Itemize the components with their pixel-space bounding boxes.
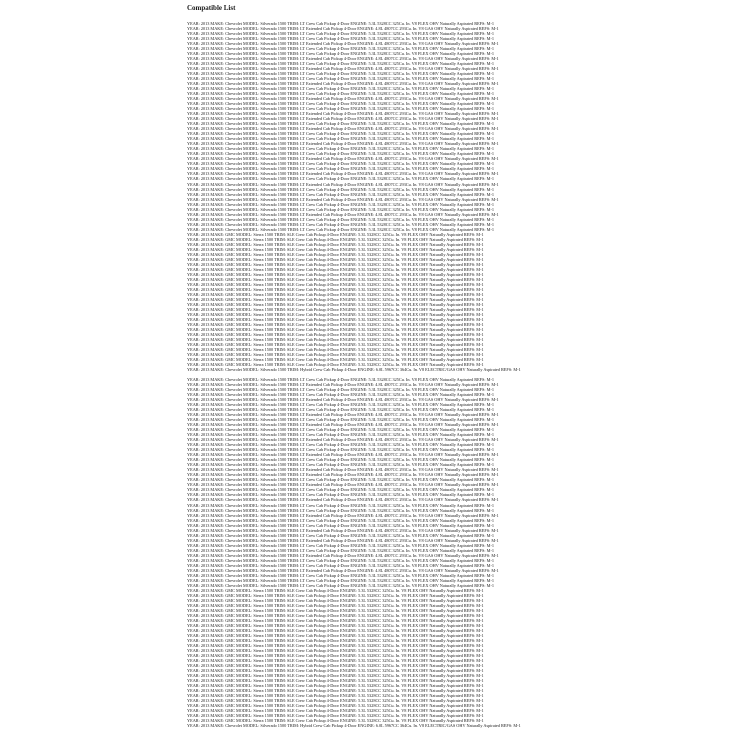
list-item: YEAR: 2013 MAKE: Chevrolet MODEL: Silverado 1500 TRIM: LT Extended Cab Pickup 4-Door ENGINE: 4.8L 4807CC 293Cu. In. V8 GAS OHV Naturally Aspirated REFS: M-1 [187,527,499,533]
list-item: YEAR: 2013 MAKE: GMC MODEL: Sierra 1500 TRIM: SLE Crew Cab Pickup 4-Door ENGINE: 5.3L 5328CC 325Cu. In. V8 FLEX OHV Naturally Aspirated REFS: M-1 [187,617,484,623]
list-item: YEAR: 2013 MAKE: GMC MODEL: Sierra 1500 TRIM: SLE Crew Cab Pickup 4-Door ENGINE: 5.3L 5328CC 325Cu. In. V8 FLEX OHV Naturally Aspirated REFS: M-1 [187,612,484,618]
list-item: YEAR: 2013 MAKE: Chevrolet MODEL: Silverado 1500 TRIM: LT Extended Cab Pickup 4-Door ENGINE: 4.8L 4807CC 293Cu. In. V8 GAS OHV Naturally Aspirated REFS: M-1 [187,26,499,32]
list-item: YEAR: 2013 MAKE: Chevrolet MODEL: Silverado 1500 TRIM: LT Crew Cab Pickup 4-Door ENGINE: 5.3L 5328CC 325Cu. In. V8 FLEX OHV Naturally Aspirated REFS: M-1 [187,46,494,52]
list-item: YEAR: 2013 MAKE: Chevrolet MODEL: Silverado 1500 TRIM: LT Crew Cab Pickup 4-Door ENGINE: 5.3L 5328CC 325Cu. In. V8 FLEX OHV Naturally Aspirated REFS: M-1 [187,76,494,82]
list-item: YEAR: 2013 MAKE: Chevrolet MODEL: Silverado 1500 TRIM: LT Crew Cab Pickup 4-Door ENGINE: 5.3L 5328CC 325Cu. In. V8 FLEX OHV Naturally Aspirated REFS: M-1 [187,21,494,26]
list-item: YEAR: 2013 MAKE: Chevrolet MODEL: Silverado 1500 TRIM: LT Extended Cab Pickup 4-Door ENGINE: 4.8L 4807CC 293Cu. In. V8 GAS OHV Naturally Aspirated REFS: M-1 [187,452,499,458]
list-item: YEAR: 2013 MAKE: Chevrolet MODEL: Silverado 1500 TRIM: LT Extended Cab Pickup 4-Door ENGINE: 4.8L 4807CC 293Cu. In. V8 GAS OHV Naturally Aspirated REFS: M-1 [187,422,499,428]
list-item: YEAR: 2013 MAKE: GMC MODEL: Sierra 1500 TRIM: SLE Crew Cab Pickup 4-Door ENGINE: 5.3L 5328CC 325Cu. In. V8 FLEX OHV Naturally Aspirated REFS: M-1 [187,622,484,628]
list-item: YEAR: 2013 MAKE: Chevrolet MODEL: Silverado 1500 TRIM: LT Crew Cab Pickup 4-Door ENGINE: 5.3L 5328CC 325Cu. In. V8 FLEX OHV Naturally Aspirated REFS: M-1 [187,136,494,142]
list-item: YEAR: 2013 MAKE: Chevrolet MODEL: Silverado 1500 TRIM: LT Crew Cab Pickup 4-Door ENGINE: 5.3L 5328CC 325Cu. In. V8 FLEX OHV Naturally Aspirated REFS: M-1 [187,532,494,538]
list-item: YEAR: 2013 MAKE: Chevrolet MODEL: Silverado 1500 TRIM: LT Extended Cab Pickup 4-Door ENGINE: 4.8L 4807CC 293Cu. In. V8 GAS OHV Naturally Aspirated REFS: M-1 [187,116,499,122]
list-item: YEAR: 2013 MAKE: Chevrolet MODEL: Silverado 1500 TRIM: LT Crew Cab Pickup 4-Door ENGINE: 5.3L 5328CC 325Cu. In. V8 FLEX OHV Naturally Aspirated REFS: M-1 [187,487,494,493]
list-item: YEAR: 2013 MAKE: Chevrolet MODEL: Silverado 1500 TRIM: LT Extended Cab Pickup 4-Door ENGINE: 4.8L 4807CC 293Cu. In. V8 GAS OHV Naturally Aspirated REFS: M-1 [187,41,499,47]
list-item: YEAR: 2013 MAKE: GMC MODEL: Sierra 1500 TRIM: SLE Crew Cab Pickup 4-Door ENGINE: 5.3L 5328CC 325Cu. In. V8 FLEX OHV Naturally Aspirated REFS: M-1 [187,632,484,638]
list-item: YEAR: 2013 MAKE: Chevrolet MODEL: Silverado 1500 TRIM: LT Extended Cab Pickup 4-Door ENGINE: 4.8L 4807CC 293Cu. In. V8 GAS OHV Naturally Aspirated REFS: M-1 [187,552,499,558]
list-item: YEAR: 2013 MAKE: GMC MODEL: Sierra 1500 TRIM: SLE Crew Cab Pickup 4-Door ENGINE: 5.3L 5328CC 325Cu. In. V8 FLEX OHV Naturally Aspirated REFS: M-1 [187,271,484,277]
list-item: YEAR: 2013 MAKE: Chevrolet MODEL: Silverado 1500 TRIM: Hybrid Crew Cab Pickup 4-Door ENGINE: 6.0L 5967CC 364Cu. In. V8 ELECTRIC/GAS OHV Naturally Aspirated REFS: M-1 [187,367,521,373]
list-item: YEAR: 2013 MAKE: GMC MODEL: Sierra 1500 TRIM: SLE Crew Cab Pickup 4-Door ENGINE: 5.3L 5328CC 325Cu. In. V8 FLEX OHV Naturally Aspirated REFS: M-1 [187,683,484,689]
list-item: YEAR: 2013 MAKE: GMC MODEL: Sierra 1500 TRIM: SLE Crew Cab Pickup 4-Door ENGINE: 5.3L 5328CC 325Cu. In. V8 FLEX OHV Naturally Aspirated REFS: M-1 [187,331,484,337]
list-item: YEAR: 2013 MAKE: Chevrolet MODEL: Silverado 1500 TRIM: LT Crew Cab Pickup 4-Door ENGINE: 5.3L 5328CC 325Cu. In. V8 FLEX OHV Naturally Aspirated REFS: M-1 [187,31,494,37]
list-item: YEAR: 2013 MAKE: Chevrolet MODEL: Silverado 1500 TRIM: LT Extended Cab Pickup 4-Door ENGINE: 4.8L 4807CC 293Cu. In. V8 GAS OHV Naturally Aspirated REFS: M-1 [187,397,499,403]
list-item: YEAR: 2013 MAKE: Chevrolet MODEL: Silverado 1500 TRIM: LT Crew Cab Pickup 4-Door ENGINE: 5.3L 5328CC 325Cu. In. V8 FLEX OHV Naturally Aspirated REFS: M-1 [187,166,494,172]
list-item: YEAR: 2013 MAKE: Chevrolet MODEL: Silverado 1500 TRIM: LT Crew Cab Pickup 4-Door ENGINE: 5.3L 5328CC 325Cu. In. V8 FLEX OHV Naturally Aspirated REFS: M-1 [187,392,494,398]
list-item: YEAR: 2013 MAKE: Chevrolet MODEL: Silverado 1500 TRIM: LT Extended Cab Pickup 4-Door ENGINE: 4.8L 4807CC 293Cu. In. V8 GAS OHV Naturally Aspirated REFS: M-1 [187,171,499,177]
list-item: YEAR: 2013 MAKE: Chevrolet MODEL: Silverado 1500 TRIM: LT Extended Cab Pickup 4-Door ENGINE: 4.8L 4807CC 293Cu. In. V8 GAS OHV Naturally Aspirated REFS: M-1 [187,111,499,117]
list-item: YEAR: 2013 MAKE: GMC MODEL: Sierra 1500 TRIM: SLE Crew Cab Pickup 4-Door ENGINE: 5.3L 5328CC 325Cu. In. V8 FLEX OHV Naturally Aspirated REFS: M-1 [187,266,484,272]
list-item: YEAR: 2013 MAKE: Chevrolet MODEL: Silverado 1500 TRIM: LT Extended Cab Pickup 4-Door ENGINE: 4.8L 4807CC 293Cu. In. V8 GAS OHV Naturally Aspirated REFS: M-1 [187,56,499,62]
list-item: YEAR: 2013 MAKE: Chevrolet MODEL: Silverado 1500 TRIM: LT Crew Cab Pickup 4-Door ENGINE: 5.3L 5328CC 325Cu. In. V8 FLEX OHV Naturally Aspirated REFS: M-1 [187,522,494,528]
list-item: YEAR: 2013 MAKE: Chevrolet MODEL: Silverado 1500 TRIM: LT Extended Cab Pickup 4-Door ENGINE: 4.8L 4807CC 293Cu. In. V8 GAS OHV Naturally Aspirated REFS: M-1 [187,81,499,87]
list-item: YEAR: 2013 MAKE: Chevrolet MODEL: Silverado 1500 TRIM: LT Crew Cab Pickup 4-Door ENGINE: 5.3L 5328CC 325Cu. In. V8 FLEX OHV Naturally Aspirated REFS: M-1 [187,151,494,157]
list-item: YEAR: 2013 MAKE: GMC MODEL: Sierra 1500 TRIM: SLE Crew Cab Pickup 4-Door ENGINE: 5.3L 5328CC 325Cu. In. V8 FLEX OHV Naturally Aspirated REFS: M-1 [187,642,484,648]
list-item: YEAR: 2013 MAKE: GMC MODEL: Sierra 1500 TRIM: SLE Crew Cab Pickup 4-Door ENGINE: 5.3L 5328CC 325Cu. In. V8 FLEX OHV Naturally Aspirated REFS: M-1 [187,647,484,653]
list-item: YEAR: 2013 MAKE: GMC MODEL: Sierra 1500 TRIM: SLE Crew Cab Pickup 4-Door ENGINE: 5.3L 5328CC 325Cu. In. V8 FLEX OHV Naturally Aspirated REFS: M-1 [187,291,484,297]
list-item: YEAR: 2013 MAKE: Chevrolet MODEL: Silverado 1500 TRIM: LT Crew Cab Pickup 4-Door ENGINE: 5.3L 5328CC 325Cu. In. V8 FLEX OHV Naturally Aspirated REFS: M-1 [187,477,494,483]
list-item: YEAR: 2013 MAKE: Chevrolet MODEL: Silverado 1500 TRIM: LT Crew Cab Pickup 4-Door ENGINE: 5.3L 5328CC 325Cu. In. V8 FLEX OHV Naturally Aspirated REFS: M-1 [187,91,494,97]
list-item: YEAR: 2013 MAKE: Chevrolet MODEL: Silverado 1500 TRIM: LT Crew Cab Pickup 4-Door ENGINE: 5.3L 5328CC 325Cu. In. V8 FLEX OHV Naturally Aspirated REFS: M-1 [187,407,494,413]
list-item: YEAR: 2013 MAKE: Chevrolet MODEL: Silverado 1500 TRIM: LT Crew Cab Pickup 4-Door ENGINE: 5.3L 5328CC 325Cu. In. V8 FLEX OHV Naturally Aspirated REFS: M-1 [187,51,494,57]
list-item: YEAR: 2013 MAKE: Chevrolet MODEL: Silverado 1500 TRIM: LT Crew Cab Pickup 4-Door ENGINE: 5.3L 5328CC 325Cu. In. V8 FLEX OHV Naturally Aspirated REFS: M-1 [187,447,494,453]
list-item: YEAR: 2013 MAKE: Chevrolet MODEL: Silverado 1500 TRIM: LT Extended Cab Pickup 4-Door ENGINE: 4.8L 4807CC 293Cu. In. V8 GAS OHV Naturally Aspirated REFS: M-1 [187,211,499,217]
list-item: YEAR: 2013 MAKE: Chevrolet MODEL: Silverado 1500 TRIM: LT Crew Cab Pickup 4-Door ENGINE: 5.3L 5328CC 325Cu. In. V8 FLEX OHV Naturally Aspirated REFS: M-1 [187,176,494,182]
list-item: YEAR: 2013 MAKE: GMC MODEL: Sierra 1500 TRIM: SLE Crew Cab Pickup 4-Door ENGINE: 5.3L 5328CC 325Cu. In. V8 FLEX OHV Naturally Aspirated REFS: M-1 [187,301,484,307]
list-item: YEAR: 2013 MAKE: Chevrolet MODEL: Silverado 1500 TRIM: LT Crew Cab Pickup 4-Door ENGINE: 5.3L 5328CC 325Cu. In. V8 FLEX OHV Naturally Aspirated REFS: M-1 [187,226,494,232]
list-item: YEAR: 2013 MAKE: GMC MODEL: Sierra 1500 TRIM: SLE Crew Cab Pickup 4-Door ENGINE: 5.3L 5328CC 325Cu. In. V8 FLEX OHV Naturally Aspirated REFS: M-1 [187,637,484,643]
list-item: YEAR: 2013 MAKE: GMC MODEL: Sierra 1500 TRIM: SLE Crew Cab Pickup 4-Door ENGINE: 5.3L 5328CC 325Cu. In. V8 FLEX OHV Naturally Aspirated REFS: M-1 [187,296,484,302]
list-item: YEAR: 2013 MAKE: GMC MODEL: Sierra 1500 TRIM: SLE Crew Cab Pickup 4-Door ENGINE: 5.3L 5328CC 325Cu. In. V8 FLEX OHV Naturally Aspirated REFS: M-1 [187,286,484,292]
list-item: YEAR: 2013 MAKE: Chevrolet MODEL: Silverado 1500 TRIM: LT Crew Cab Pickup 4-Door ENGINE: 5.3L 5328CC 325Cu. In. V8 FLEX OHV Naturally Aspirated REFS: M-1 [187,572,494,578]
list-item: YEAR: 2013 MAKE: GMC MODEL: Sierra 1500 TRIM: SLE Crew Cab Pickup 4-Door ENGINE: 5.3L 5328CC 325Cu. In. V8 FLEX OHV Naturally Aspirated REFS: M-1 [187,708,484,714]
list-item: YEAR: 2013 MAKE: GMC MODEL: Sierra 1500 TRIM: SLE Crew Cab Pickup 4-Door ENGINE: 5.3L 5328CC 325Cu. In. V8 FLEX OHV Naturally Aspirated REFS: M-1 [187,713,484,719]
page-title: Compatible List [187,4,236,12]
list-item: YEAR: 2013 MAKE: Chevrolet MODEL: Silverado 1500 TRIM: LT Extended Cab Pickup 4-Door ENGINE: 4.8L 4807CC 293Cu. In. V8 GAS OHV Naturally Aspirated REFS: M-1 [187,141,499,147]
list-item: YEAR: 2013 MAKE: Chevrolet MODEL: Silverado 1500 TRIM: LT Extended Cab Pickup 4-Door ENGINE: 4.8L 4807CC 293Cu. In. V8 GAS OHV Naturally Aspirated REFS: M-1 [187,382,499,388]
list-item: YEAR: 2013 MAKE: Chevrolet MODEL: Silverado 1500 TRIM: LT Crew Cab Pickup 4-Door ENGINE: 5.3L 5328CC 325Cu. In. V8 FLEX OHV Naturally Aspirated REFS: M-1 [187,442,494,448]
list-item: YEAR: 2013 MAKE: Chevrolet MODEL: Silverado 1500 TRIM: LT Crew Cab Pickup 4-Door ENGINE: 5.3L 5328CC 325Cu. In. V8 FLEX OHV Naturally Aspirated REFS: M-1 [187,161,494,167]
list-item: YEAR: 2013 MAKE: Chevrolet MODEL: Silverado 1500 TRIM: LT Crew Cab Pickup 4-Door ENGINE: 5.3L 5328CC 325Cu. In. V8 FLEX OHV Naturally Aspirated REFS: M-1 [187,216,494,222]
list-item: YEAR: 2013 MAKE: Chevrolet MODEL: Silverado 1500 TRIM: LT Crew Cab Pickup 4-Door ENGINE: 5.3L 5328CC 325Cu. In. V8 FLEX OHV Naturally Aspirated REFS: M-1 [187,387,494,393]
list-item: YEAR: 2013 MAKE: Chevrolet MODEL: Silverado 1500 TRIM: LT Extended Cab Pickup 4-Door ENGINE: 4.8L 4807CC 293Cu. In. V8 GAS OHV Naturally Aspirated REFS: M-1 [187,156,499,162]
list-item: YEAR: 2013 MAKE: GMC MODEL: Sierra 1500 TRIM: SLE Crew Cab Pickup 4-Door ENGINE: 5.3L 5328CC 325Cu. In. V8 FLEX OHV Naturally Aspirated REFS: M-1 [187,321,484,327]
list-item: YEAR: 2013 MAKE: GMC MODEL: Sierra 1500 TRIM: SLE Crew Cab Pickup 4-Door ENGINE: 5.3L 5328CC 325Cu. In. V8 FLEX OHV Naturally Aspirated REFS: M-1 [187,246,484,252]
list-item: YEAR: 2013 MAKE: Chevrolet MODEL: Silverado 1500 TRIM: LT Extended Cab Pickup 4-Door ENGINE: 4.8L 4807CC 293Cu. In. V8 GAS OHV Naturally Aspirated REFS: M-1 [187,482,499,488]
list-item: YEAR: 2013 MAKE: GMC MODEL: Sierra 1500 TRIM: SLE Crew Cab Pickup 4-Door ENGINE: 5.3L 5328CC 325Cu. In. V8 FLEX OHV Naturally Aspirated REFS: M-1 [187,326,484,332]
list-item: YEAR: 2013 MAKE: GMC MODEL: Sierra 1500 TRIM: SLE Crew Cab Pickup 4-Door ENGINE: 5.3L 5328CC 325Cu. In. V8 FLEX OHV Naturally Aspirated REFS: M-1 [187,236,484,242]
list-item: YEAR: 2013 MAKE: GMC MODEL: Sierra 1500 TRIM: SLE Crew Cab Pickup 4-Door ENGINE: 5.3L 5328CC 325Cu. In. V8 FLEX OHV Naturally Aspirated REFS: M-1 [187,231,484,237]
list-item: YEAR: 2013 MAKE: Chevrolet MODEL: Silverado 1500 TRIM: LT Extended Cab Pickup 4-Door ENGINE: 4.8L 4807CC 293Cu. In. V8 GAS OHV Naturally Aspirated REFS: M-1 [187,437,499,443]
list-item: YEAR: 2013 MAKE: Chevrolet MODEL: Silverado 1500 TRIM: LT Crew Cab Pickup 4-Door ENGINE: 5.3L 5328CC 325Cu. In. V8 FLEX OHV Naturally Aspirated REFS: M-1 [187,206,494,212]
list-item: YEAR: 2013 MAKE: Chevrolet MODEL: Silverado 1500 TRIM: LT Extended Cab Pickup 4-Door ENGINE: 4.8L 4807CC 293Cu. In. V8 GAS OHV Naturally Aspirated REFS: M-1 [187,412,499,418]
list-item: YEAR: 2013 MAKE: GMC MODEL: Sierra 1500 TRIM: SLE Crew Cab Pickup 4-Door ENGINE: 5.3L 5328CC 325Cu. In. V8 FLEX OHV Naturally Aspirated REFS: M-1 [187,256,484,262]
list-item: YEAR: 2013 MAKE: Chevrolet MODEL: Silverado 1500 TRIM: LT Extended Cab Pickup 4-Door ENGINE: 4.8L 4807CC 293Cu. In. V8 GAS OHV Naturally Aspirated REFS: M-1 [187,66,499,72]
list-item: YEAR: 2013 MAKE: GMC MODEL: Sierra 1500 TRIM: SLE Crew Cab Pickup 4-Door ENGINE: 5.3L 5328CC 325Cu. In. V8 FLEX OHV Naturally Aspirated REFS: M-1 [187,342,484,347]
list-item: YEAR: 2013 MAKE: GMC MODEL: Sierra 1500 TRIM: SLE Crew Cab Pickup 4-Door ENGINE: 5.3L 5328CC 325Cu. In. V8 FLEX OHV Naturally Aspirated REFS: M-1 [187,336,484,342]
list-item: YEAR: 2013 MAKE: Chevrolet MODEL: Silverado 1500 TRIM: LT Crew Cab Pickup 4-Door ENGINE: 5.3L 5328CC 325Cu. In. V8 FLEX OHV Naturally Aspirated REFS: M-1 [187,106,494,112]
list-item: YEAR: 2013 MAKE: Chevrolet MODEL: Silverado 1500 TRIM: LT Extended Cab Pickup 4-Door ENGINE: 4.8L 4807CC 293Cu. In. V8 GAS OHV Naturally Aspirated REFS: M-1 [187,96,499,102]
list-item: YEAR: 2013 MAKE: GMC MODEL: Sierra 1500 TRIM: SLE Crew Cab Pickup 4-Door ENGINE: 5.3L 5328CC 325Cu. In. V8 FLEX OHV Naturally Aspirated REFS: M-1 [187,627,484,633]
list-item: YEAR: 2013 MAKE: Chevrolet MODEL: Silverado 1500 TRIM: LT Crew Cab Pickup 4-Door ENGINE: 5.3L 5328CC 325Cu. In. V8 FLEX OHV Naturally Aspirated REFS: M-1 [187,432,494,438]
list-item: YEAR: 2013 MAKE: Chevrolet MODEL: Silverado 1500 TRIM: LT Crew Cab Pickup 4-Door ENGINE: 5.3L 5328CC 325Cu. In. V8 FLEX OHV Naturally Aspirated REFS: M-1 [187,557,494,563]
list-item: YEAR: 2013 MAKE: Chevrolet MODEL: Silverado 1500 TRIM: LT Crew Cab Pickup 4-Door ENGINE: 5.3L 5328CC 325Cu. In. V8 FLEX OHV Naturally Aspirated REFS: M-1 [187,131,494,137]
list-item: YEAR: 2013 MAKE: GMC MODEL: Sierra 1500 TRIM: SLE Crew Cab Pickup 4-Door ENGINE: 5.3L 5328CC 325Cu. In. V8 FLEX OHV Naturally Aspirated REFS: M-1 [187,688,484,694]
list-item: YEAR: 2013 MAKE: Chevrolet MODEL: Silverado 1500 TRIM: LT Crew Cab Pickup 4-Door ENGINE: 5.3L 5328CC 325Cu. In. V8 FLEX OHV Naturally Aspirated REFS: M-1 [187,582,494,588]
list-item: YEAR: 2013 MAKE: GMC MODEL: Sierra 1500 TRIM: SLE Crew Cab Pickup 4-Door ENGINE: 5.3L 5328CC 325Cu. In. V8 FLEX OHV Naturally Aspirated REFS: M-1 [187,698,484,704]
list-item: YEAR: 2013 MAKE: Chevrolet MODEL: Silverado 1500 TRIM: LT Crew Cab Pickup 4-Door ENGINE: 5.3L 5328CC 325Cu. In. V8 FLEX OHV Naturally Aspirated REFS: M-1 [187,427,494,433]
list-item: YEAR: 2013 MAKE: GMC MODEL: Sierra 1500 TRIM: SLE Crew Cab Pickup 4-Door ENGINE: 5.3L 5328CC 325Cu. In. V8 FLEX OHV Naturally Aspirated REFS: M-1 [187,673,484,679]
list-item: YEAR: 2013 MAKE: Chevrolet MODEL: Silverado 1500 TRIM: LT Extended Cab Pickup 4-Door ENGINE: 4.8L 4807CC 293Cu. In. V8 GAS OHV Naturally Aspirated REFS: M-1 [187,512,499,518]
list-item: YEAR: 2013 MAKE: GMC MODEL: Sierra 1500 TRIM: SLE Crew Cab Pickup 4-Door ENGINE: 5.3L 5328CC 325Cu. In. V8 FLEX OHV Naturally Aspirated REFS: M-1 [187,592,484,598]
list-item: YEAR: 2013 MAKE: Chevrolet MODEL: Silverado 1500 TRIM: LT Crew Cab Pickup 4-Door ENGINE: 5.3L 5328CC 325Cu. In. V8 FLEX OHV Naturally Aspirated REFS: M-1 [187,201,494,207]
list-item: YEAR: 2013 MAKE: GMC MODEL: Sierra 1500 TRIM: SLE Crew Cab Pickup 4-Door ENGINE: 5.3L 5328CC 325Cu. In. V8 FLEX OHV Naturally Aspirated REFS: M-1 [187,703,484,709]
list-item: YEAR: 2013 MAKE: Chevrolet MODEL: Silverado 1500 TRIM: LT Extended Cab Pickup 4-Door ENGINE: 4.8L 4807CC 293Cu. In. V8 GAS OHV Naturally Aspirated REFS: M-1 [187,126,499,132]
list-item: YEAR: 2013 MAKE: Chevrolet MODEL: Silverado 1500 TRIM: LT Crew Cab Pickup 4-Door ENGINE: 5.3L 5328CC 325Cu. In. V8 FLEX OHV Naturally Aspirated REFS: M-1 [187,507,494,513]
list-item: YEAR: 2013 MAKE: GMC MODEL: Sierra 1500 TRIM: SLE Crew Cab Pickup 4-Door ENGINE: 5.3L 5328CC 325Cu. In. V8 FLEX OHV Naturally Aspirated REFS: M-1 [187,276,484,282]
list-item: YEAR: 2013 MAKE: GMC MODEL: Sierra 1500 TRIM: SLE Crew Cab Pickup 4-Door ENGINE: 5.3L 5328CC 325Cu. In. V8 FLEX OHV Naturally Aspirated REFS: M-1 [187,251,484,257]
list-item: YEAR: 2013 MAKE: GMC MODEL: Sierra 1500 TRIM: SLE Crew Cab Pickup 4-Door ENGINE: 5.3L 5328CC 325Cu. In. V8 FLEX OHV Naturally Aspirated REFS: M-1 [187,607,484,613]
list-item: YEAR: 2013 MAKE: GMC MODEL: Sierra 1500 TRIM: SLE Crew Cab Pickup 4-Door ENGINE: 5.3L 5328CC 325Cu. In. V8 FLEX OHV Naturally Aspirated REFS: M-1 [187,597,484,603]
list-item: YEAR: 2013 MAKE: Chevrolet MODEL: Silverado 1500 TRIM: LT Extended Cab Pickup 4-Door ENGINE: 4.8L 4807CC 293Cu. In. V8 GAS OHV Naturally Aspirated REFS: M-1 [187,181,499,187]
list-item: YEAR: 2013 MAKE: GMC MODEL: Sierra 1500 TRIM: SLE Crew Cab Pickup 4-Door ENGINE: 5.3L 5328CC 325Cu. In. V8 FLEX OHV Naturally Aspirated REFS: M-1 [187,281,484,287]
list-item: YEAR: 2013 MAKE: GMC MODEL: Sierra 1500 TRIM: SLE Crew Cab Pickup 4-Door ENGINE: 5.3L 5328CC 325Cu. In. V8 FLEX OHV Naturally Aspirated REFS: M-1 [187,311,484,317]
list-item: YEAR: 2013 MAKE: GMC MODEL: Sierra 1500 TRIM: SLE Crew Cab Pickup 4-Door ENGINE: 5.3L 5328CC 325Cu. In. V8 FLEX OHV Naturally Aspirated REFS: M-1 [187,362,484,368]
list-item: YEAR: 2013 MAKE: Chevrolet MODEL: Silverado 1500 TRIM: LT Crew Cab Pickup 4-Door ENGINE: 5.3L 5328CC 325Cu. In. V8 FLEX OHV Naturally Aspirated REFS: M-1 [187,517,494,523]
list-item: YEAR: 2013 MAKE: Chevrolet MODEL: Silverado 1500 TRIM: LT Crew Cab Pickup 4-Door ENGINE: 5.3L 5328CC 325Cu. In. V8 FLEX OHV Naturally Aspirated REFS: M-1 [187,191,494,197]
list-item: YEAR: 2013 MAKE: Chevrolet MODEL: Silverado 1500 TRIM: LT Crew Cab Pickup 4-Door ENGINE: 5.3L 5328CC 325Cu. In. V8 FLEX OHV Naturally Aspirated REFS: M-1 [187,402,494,408]
list-item: YEAR: 2013 MAKE: Chevrolet MODEL: Silverado 1500 TRIM: LT Crew Cab Pickup 4-Door ENGINE: 5.3L 5328CC 325Cu. In. V8 FLEX OHV Naturally Aspirated REFS: M-1 [187,71,494,77]
list-item: YEAR: 2013 MAKE: GMC MODEL: Sierra 1500 TRIM: SLE Crew Cab Pickup 4-Door ENGINE: 5.3L 5328CC 325Cu. In. V8 FLEX OHV Naturally Aspirated REFS: M-1 [187,261,484,267]
list-item: YEAR: 2013 MAKE: Chevrolet MODEL: Silverado 1500 TRIM: LT Crew Cab Pickup 4-Door ENGINE: 5.3L 5328CC 325Cu. In. V8 FLEX OHV Naturally Aspirated REFS: M-1 [187,86,494,92]
list-item: YEAR: 2013 MAKE: GMC MODEL: Sierra 1500 TRIM: SLE Crew Cab Pickup 4-Door ENGINE: 5.3L 5328CC 325Cu. In. V8 FLEX OHV Naturally Aspirated REFS: M-1 [187,657,484,663]
list-item: YEAR: 2013 MAKE: Chevrolet MODEL: Silverado 1500 TRIM: LT Extended Cab Pickup 4-Door ENGINE: 4.8L 4807CC 293Cu. In. V8 GAS OHV Naturally Aspirated REFS: M-1 [187,497,499,503]
list-item: YEAR: 2013 MAKE: Chevrolet MODEL: Silverado 1500 TRIM: LT Crew Cab Pickup 4-Door ENGINE: 5.3L 5328CC 325Cu. In. V8 FLEX OHV Naturally Aspirated REFS: M-1 [187,417,494,423]
list-item: YEAR: 2013 MAKE: GMC MODEL: Sierra 1500 TRIM: SLE Crew Cab Pickup 4-Door ENGINE: 5.3L 5328CC 325Cu. In. V8 FLEX OHV Naturally Aspirated REFS: M-1 [187,347,484,353]
compatible-list [187,21,567,728]
list-item: YEAR: 2013 MAKE: Chevrolet MODEL: Silverado 1500 TRIM: LT Crew Cab Pickup 4-Door ENGINE: 5.3L 5328CC 325Cu. In. V8 FLEX OHV Naturally Aspirated REFS: M-1 [187,377,494,383]
list-item: YEAR: 2013 MAKE: Chevrolet MODEL: Silverado 1500 TRIM: LT Extended Cab Pickup 4-Door ENGINE: 4.8L 4807CC 293Cu. In. V8 GAS OHV Naturally Aspirated REFS: M-1 [187,567,499,573]
list-item: YEAR: 2013 MAKE: Chevrolet MODEL: Silverado 1500 TRIM: LT Crew Cab Pickup 4-Door ENGINE: 5.3L 5328CC 325Cu. In. V8 FLEX OHV Naturally Aspirated REFS: M-1 [187,547,494,553]
list-item: YEAR: 2013 MAKE: GMC MODEL: Sierra 1500 TRIM: SLE Crew Cab Pickup 4-Door ENGINE: 5.3L 5328CC 325Cu. In. V8 FLEX OHV Naturally Aspirated REFS: M-1 [187,316,484,322]
list-item: YEAR: 2013 MAKE: GMC MODEL: Sierra 1500 TRIM: SLE Crew Cab Pickup 4-Door ENGINE: 5.3L 5328CC 325Cu. In. V8 FLEX OHV Naturally Aspirated REFS: M-1 [187,718,484,724]
list-item: YEAR: 2013 MAKE: Chevrolet MODEL: Silverado 1500 TRIM: LT Crew Cab Pickup 4-Door ENGINE: 5.3L 5328CC 325Cu. In. V8 FLEX OHV Naturally Aspirated REFS: M-1 [187,101,494,107]
list-item: YEAR: 2013 MAKE: GMC MODEL: Sierra 1500 TRIM: SLE Crew Cab Pickup 4-Door ENGINE: 5.3L 5328CC 325Cu. In. V8 FLEX OHV Naturally Aspirated REFS: M-1 [187,668,484,674]
list-item: YEAR: 2013 MAKE: Chevrolet MODEL: Silverado 1500 TRIM: LT Crew Cab Pickup 4-Door ENGINE: 5.3L 5328CC 325Cu. In. V8 FLEX OHV Naturally Aspirated REFS: M-1 [187,577,494,583]
list-item: YEAR: 2013 MAKE: GMC MODEL: Sierra 1500 TRIM: SLE Crew Cab Pickup 4-Door ENGINE: 5.3L 5328CC 325Cu. In. V8 FLEX OHV Naturally Aspirated REFS: M-1 [187,693,484,699]
list-item: YEAR: 2013 MAKE: Chevrolet MODEL: Silverado 1500 TRIM: LT Crew Cab Pickup 4-Door ENGINE: 5.3L 5328CC 325Cu. In. V8 FLEX OHV Naturally Aspirated REFS: M-1 [187,562,494,568]
list-item: YEAR: 2013 MAKE: Chevrolet MODEL: Silverado 1500 TRIM: LT Crew Cab Pickup 4-Door ENGINE: 5.3L 5328CC 325Cu. In. V8 FLEX OHV Naturally Aspirated REFS: M-1 [187,502,494,508]
list-item: YEAR: 2013 MAKE: GMC MODEL: Sierra 1500 TRIM: SLE Crew Cab Pickup 4-Door ENGINE: 5.3L 5328CC 325Cu. In. V8 FLEX OHV Naturally Aspirated REFS: M-1 [187,587,484,593]
list-item: YEAR: 2013 MAKE: Chevrolet MODEL: Silverado 1500 TRIM: LT Crew Cab Pickup 4-Door ENGINE: 5.3L 5328CC 325Cu. In. V8 FLEX OHV Naturally Aspirated REFS: M-1 [187,462,494,468]
list-item: YEAR: 2013 MAKE: Chevrolet MODEL: Silverado 1500 TRIM: LT Crew Cab Pickup 4-Door ENGINE: 5.3L 5328CC 325Cu. In. V8 FLEX OHV Naturally Aspirated REFS: M-1 [187,542,494,548]
list-item: YEAR: 2013 MAKE: GMC MODEL: Sierra 1500 TRIM: SLE Crew Cab Pickup 4-Door ENGINE: 5.3L 5328CC 325Cu. In. V8 FLEX OHV Naturally Aspirated REFS: M-1 [187,652,484,658]
list-item: YEAR: 2013 MAKE: GMC MODEL: Sierra 1500 TRIM: SLE Crew Cab Pickup 4-Door ENGINE: 5.3L 5328CC 325Cu. In. V8 FLEX OHV Naturally Aspirated REFS: M-1 [187,678,484,684]
list-item: YEAR: 2013 MAKE: Chevrolet MODEL: Silverado 1500 TRIM: LT Crew Cab Pickup 4-Door ENGINE: 5.3L 5328CC 325Cu. In. V8 FLEX OHV Naturally Aspirated REFS: M-1 [187,121,494,127]
list-item: YEAR: 2013 MAKE: Chevrolet MODEL: Silverado 1500 TRIM: LT Crew Cab Pickup 4-Door ENGINE: 5.3L 5328CC 325Cu. In. V8 FLEX OHV Naturally Aspirated REFS: M-1 [187,221,494,227]
list-item: YEAR: 2013 MAKE: GMC MODEL: Sierra 1500 TRIM: SLE Crew Cab Pickup 4-Door ENGINE: 5.3L 5328CC 325Cu. In. V8 FLEX OHV Naturally Aspirated REFS: M-1 [187,306,484,312]
list-item: YEAR: 2013 MAKE: Chevrolet MODEL: Silverado 1500 TRIM: LT Extended Cab Pickup 4-Door ENGINE: 4.8L 4807CC 293Cu. In. V8 GAS OHV Naturally Aspirated REFS: M-1 [187,196,499,202]
list-item: YEAR: 2013 MAKE: Chevrolet MODEL: Silverado 1500 TRIM: Hybrid Crew Cab Pickup 4-Door ENGINE: 6.0L 5967CC 364Cu. In. V8 ELECTRIC/GAS OHV Naturally Aspirated REFS: M-1 [187,723,521,729]
list-item: YEAR: 2013 MAKE: Chevrolet MODEL: Silverado 1500 TRIM: LT Extended Cab Pickup 4-Door ENGINE: 4.8L 4807CC 293Cu. In. V8 GAS OHV Naturally Aspirated REFS: M-1 [187,537,499,543]
list-item: YEAR: 2013 MAKE: Chevrolet MODEL: Silverado 1500 TRIM: LT Crew Cab Pickup 4-Door ENGINE: 5.3L 5328CC 325Cu. In. V8 FLEX OHV Naturally Aspirated REFS: M-1 [187,61,494,67]
list-item: YEAR: 2013 MAKE: Chevrolet MODEL: Silverado 1500 TRIM: LT Extended Cab Pickup 4-Door ENGINE: 4.8L 4807CC 293Cu. In. V8 GAS OHV Naturally Aspirated REFS: M-1 [187,467,499,473]
list-item: YEAR: 2013 MAKE: Chevrolet MODEL: Silverado 1500 TRIM: LT Crew Cab Pickup 4-Door ENGINE: 5.3L 5328CC 325Cu. In. V8 FLEX OHV Naturally Aspirated REFS: M-1 [187,492,494,498]
list-item: YEAR: 2013 MAKE: Chevrolet MODEL: Silverado 1500 TRIM: LT Crew Cab Pickup 4-Door ENGINE: 5.3L 5328CC 325Cu. In. V8 FLEX OHV Naturally Aspirated REFS: M-1 [187,186,494,192]
list-item: YEAR: 2013 MAKE: GMC MODEL: Sierra 1500 TRIM: SLE Crew Cab Pickup 4-Door ENGINE: 5.3L 5328CC 325Cu. In. V8 FLEX OHV Naturally Aspirated REFS: M-1 [187,602,484,608]
list-item: YEAR: 2013 MAKE: Chevrolet MODEL: Silverado 1500 TRIM: LT Crew Cab Pickup 4-Door ENGINE: 5.3L 5328CC 325Cu. In. V8 FLEX OHV Naturally Aspirated REFS: M-1 [187,36,494,42]
list-item: YEAR: 2013 MAKE: Chevrolet MODEL: Silverado 1500 TRIM: LT Crew Cab Pickup 4-Door ENGINE: 5.3L 5328CC 325Cu. In. V8 FLEX OHV Naturally Aspirated REFS: M-1 [187,146,494,152]
list-item: YEAR: 2013 MAKE: Chevrolet MODEL: Silverado 1500 TRIM: LT Crew Cab Pickup 4-Door ENGINE: 5.3L 5328CC 325Cu. In. V8 FLEX OHV Naturally Aspirated REFS: M-1 [187,457,494,463]
list-item: YEAR: 2013 MAKE: GMC MODEL: Sierra 1500 TRIM: SLE Crew Cab Pickup 4-Door ENGINE: 5.3L 5328CC 325Cu. In. V8 FLEX OHV Naturally Aspirated REFS: M-1 [187,352,484,358]
list-item: YEAR: 2013 MAKE: GMC MODEL: Sierra 1500 TRIM: SLE Crew Cab Pickup 4-Door ENGINE: 5.3L 5328CC 325Cu. In. V8 FLEX OHV Naturally Aspirated REFS: M-1 [187,241,484,247]
list-item: YEAR: 2013 MAKE: Chevrolet MODEL: Silverado 1500 TRIM: LT Extended Cab Pickup 4-Door ENGINE: 4.8L 4807CC 293Cu. In. V8 GAS OHV Naturally Aspirated REFS: M-1 [187,472,499,478]
list-item: YEAR: 2013 MAKE: GMC MODEL: Sierra 1500 TRIM: SLE Crew Cab Pickup 4-Door ENGINE: 5.3L 5328CC 325Cu. In. V8 FLEX OHV Naturally Aspirated REFS: M-1 [187,357,484,363]
list-item: YEAR: 2013 MAKE: GMC MODEL: Sierra 1500 TRIM: SLE Crew Cab Pickup 4-Door ENGINE: 5.3L 5328CC 325Cu. In. V8 FLEX OHV Naturally Aspirated REFS: M-1 [187,663,484,668]
